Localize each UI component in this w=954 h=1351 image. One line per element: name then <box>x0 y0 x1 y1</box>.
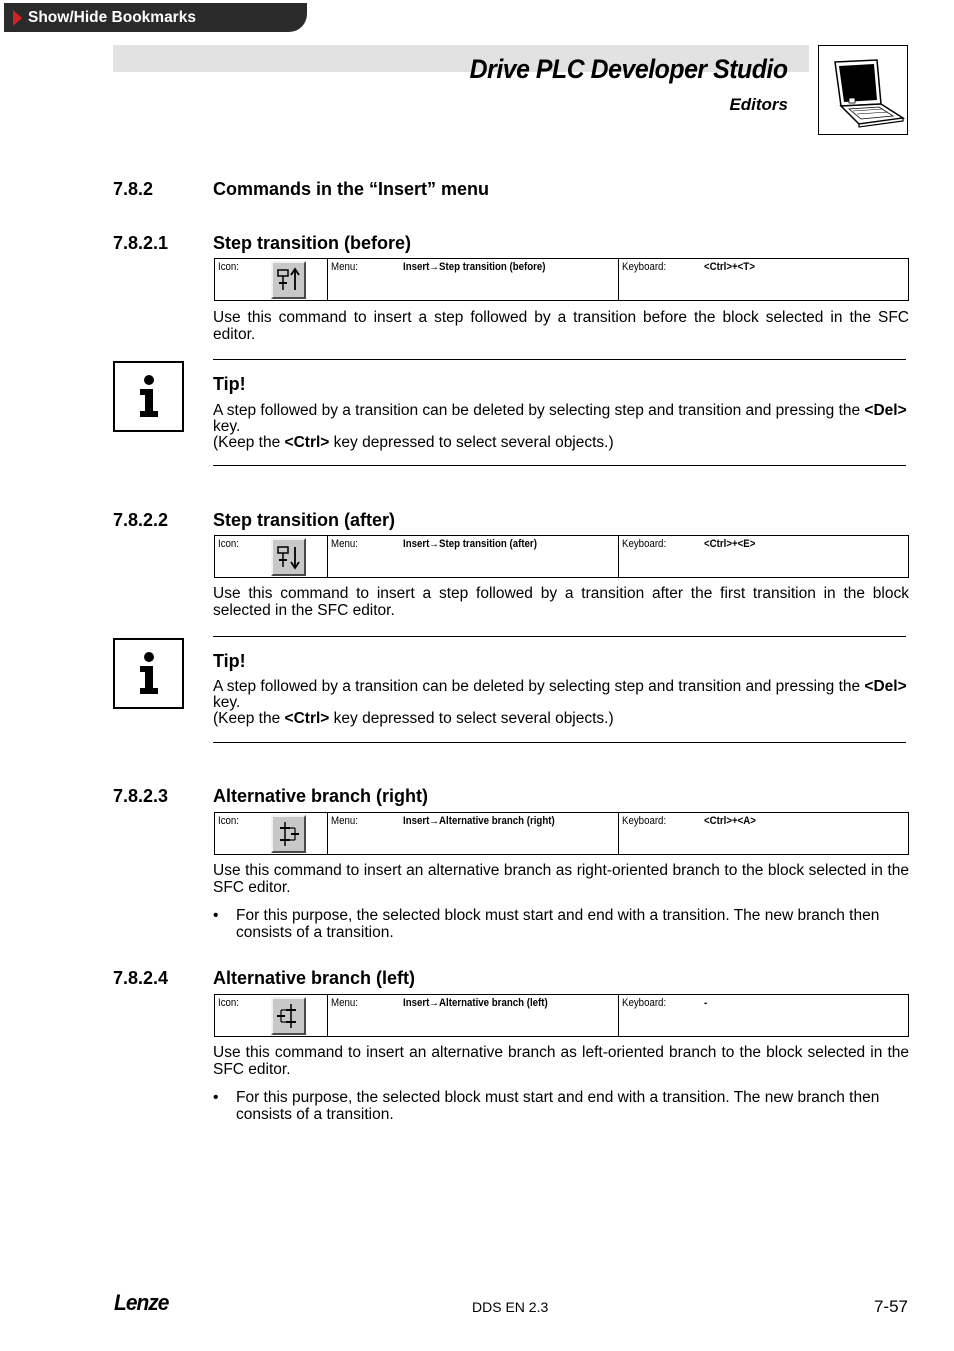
command-table <box>214 258 909 301</box>
subsection-title: Alternative branch (left) <box>213 968 416 988</box>
subsection-number: 7.8.2.1 <box>113 233 169 253</box>
ctrl-key: <Ctrl> <box>284 434 330 451</box>
keyboard-shortcut: <Ctrl>+<T> <box>704 261 755 273</box>
show-hide-bookmarks-button[interactable] <box>4 3 307 32</box>
keyboard-shortcut: <Ctrl>+<E> <box>704 538 756 550</box>
menu-label: Menu: <box>331 261 358 273</box>
icon-cell <box>215 259 328 300</box>
tip-text <box>213 403 909 451</box>
bullet-text: For this purpose, the selected block must start and end with a transition. The new branch then consists of a transition. <box>236 1089 880 1123</box>
icon-label: Icon: <box>218 997 239 1009</box>
step-transition-after-button[interactable] <box>271 538 306 576</box>
description: Use this command to insert an alternative branch as right-oriented branch to the block selected in the SFC editor. <box>213 862 909 896</box>
tip-title: Tip! <box>213 374 246 394</box>
keyboard-label: Keyboard: <box>622 538 667 550</box>
divider <box>213 465 906 466</box>
command-table <box>214 994 909 1037</box>
divider <box>213 359 906 360</box>
description: Use this command to insert a step followed by a transition after the first transition in the block selected in the SFC editor. <box>213 585 909 619</box>
icon-cell <box>215 813 328 854</box>
alternative-branch-right-button[interactable] <box>271 815 306 853</box>
bullet-text: For this purpose, the selected block must start and end with a transition. The new branch then consists of a transition. <box>236 907 880 941</box>
icon-label: Icon: <box>218 538 239 550</box>
keyboard-cell <box>619 259 908 300</box>
step-transition-after-icon <box>276 543 302 571</box>
subsection-title: Alternative branch (right) <box>213 786 429 806</box>
menu-cell <box>328 995 619 1036</box>
info-icon <box>113 361 184 432</box>
menu-path: Insert→Step transition (after) <box>403 538 537 550</box>
command-table <box>214 535 909 578</box>
menu-cell <box>328 813 619 854</box>
subsection-number: 7.8.2.3 <box>113 786 169 806</box>
lenze-logo: Lenze <box>114 1290 169 1315</box>
page-title: Drive PLC Developer Studio <box>470 54 788 84</box>
icon-cell <box>215 995 328 1036</box>
tip-line: (Keep the <box>213 434 285 451</box>
icon-label: Icon: <box>218 815 239 827</box>
triangle-right-icon <box>13 10 22 26</box>
page-number: 7-57 <box>873 1297 908 1316</box>
tip-line: A step followed by a transition can be deleted by selecting step and transition and pressing the <box>213 678 865 695</box>
page-subtitle: Editors <box>729 95 788 114</box>
alternative-branch-right-icon <box>276 820 302 848</box>
keyboard-cell <box>619 995 908 1036</box>
document-id: DDS EN 2.3 <box>472 1299 549 1315</box>
section-title: Commands in the “Insert” menu <box>213 179 490 199</box>
icon-cell <box>215 536 328 577</box>
tip-line-end: key depressed to select several objects.) <box>329 434 614 451</box>
subsection-title: Step transition (after) <box>213 510 396 530</box>
menu-path: Insert→Alternative branch (right) <box>403 815 555 827</box>
tip-title: Tip! <box>213 651 246 671</box>
divider <box>213 636 906 637</box>
keyboard-cell <box>619 813 908 854</box>
icon-label: Icon: <box>218 261 239 273</box>
tip-line: A step followed by a transition can be deleted by selecting step and transition and pressing the <box>213 402 865 419</box>
keyboard-shortcut: <Ctrl>+<A> <box>704 815 756 827</box>
keyboard-cell <box>619 536 908 577</box>
keyboard-label: Keyboard: <box>622 997 667 1009</box>
tip-text <box>213 679 909 727</box>
menu-label: Menu: <box>331 538 358 550</box>
keyboard-label: Keyboard: <box>622 815 667 827</box>
del-key: <Del> <box>864 678 907 695</box>
menu-cell <box>328 536 619 577</box>
command-table <box>214 812 909 855</box>
tip-line-end: key. <box>213 418 241 435</box>
menu-cell <box>328 259 619 300</box>
alternative-branch-left-button[interactable] <box>271 997 306 1035</box>
menu-path: Insert→Step transition (before) <box>403 261 546 273</box>
tip-line-end: key depressed to select several objects.) <box>329 710 614 727</box>
menu-path: Insert→Alternative branch (left) <box>403 997 548 1009</box>
show-hide-bookmarks-label: Show/Hide Bookmarks <box>28 9 196 26</box>
keyboard-shortcut: - <box>704 997 708 1009</box>
menu-label: Menu: <box>331 815 358 827</box>
info-icon <box>113 638 184 709</box>
bullet-marker: • <box>213 1089 219 1106</box>
alternative-branch-left-icon <box>276 1002 302 1030</box>
bullet-marker: • <box>213 907 219 924</box>
divider <box>213 742 906 743</box>
laptop-icon <box>818 45 908 135</box>
tip-line: (Keep the <box>213 710 285 727</box>
keyboard-label: Keyboard: <box>622 261 667 273</box>
subsection-number: 7.8.2.4 <box>113 968 169 988</box>
subsection-title: Step transition (before) <box>213 233 412 253</box>
tip-line-end: key. <box>213 694 241 711</box>
step-transition-before-button[interactable] <box>271 261 306 299</box>
description: Use this command to insert a step followed by a transition before the block selected in the SFC editor. <box>213 309 909 343</box>
del-key: <Del> <box>864 402 907 419</box>
ctrl-key: <Ctrl> <box>284 710 330 727</box>
section-number: 7.8.2 <box>113 179 154 199</box>
subsection-number: 7.8.2.2 <box>113 510 169 530</box>
step-transition-before-icon <box>276 266 302 294</box>
menu-label: Menu: <box>331 997 358 1009</box>
description: Use this command to insert an alternative branch as left-oriented branch to the block selected in the SFC editor. <box>213 1044 909 1078</box>
